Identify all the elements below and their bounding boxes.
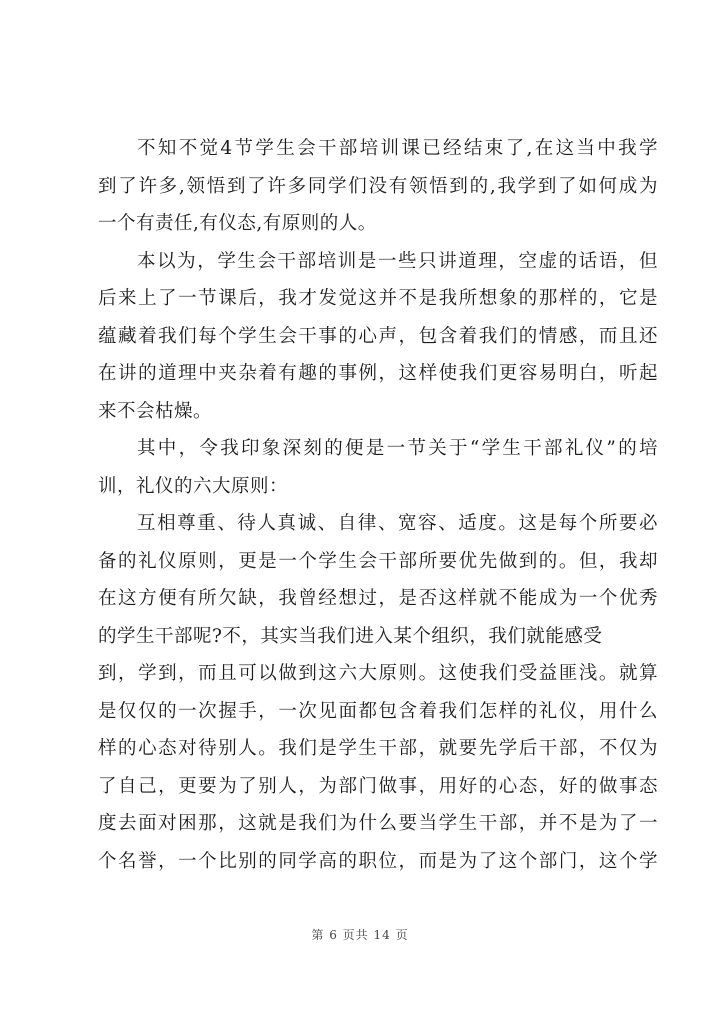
page-number-footer: 第 6 页共 14 页 [311,928,409,942]
text-line: 在讲的道理中夹杂着有趣的事例，这样使我们更容易明白，听起 [98,363,658,384]
text-line: 本以为，学生会干部培训是一些只讲道理，空虚的话语，但 [137,250,658,272]
text-line: 在这方便有所欠缺，我曾经想过，是否这样就不能成为一个优秀 [98,588,658,609]
text-line: 互相尊重、待人真诚、自律、宽容、适度。这是每个所要必 [137,513,658,534]
text-line: 是仅仅的一次握手，一次见面都包含着我们怎样的礼仪，用什么 [98,700,658,722]
text-line: 不知不觉4节学生会干部培训课已经结束了,在这当中我学 [137,138,658,159]
text-line: 个名誉，一个比别的同学高的职位，而是为了这个部门，这个学 [98,850,658,872]
text-line: 备的礼仪原则，更是一个学生会干部所要优先做到的。但，我却 [98,550,658,572]
text-line: 来不会枯燥。 [98,400,213,422]
text-line: 了自己，更要为了别人，为部门做事，用好的心态，好的做事态 [98,775,658,797]
document-body [98,130,658,880]
text-line: 的学生干部呢?不，其实当我们进入某个组织，我们就能感受 [98,625,603,647]
text-line: 训，礼仪的六大原则： [98,475,289,497]
text-line: 一个有责任,有仪态,有原则的人。 [98,213,377,234]
text-line: 到，学到，而且可以做到这六大原则。这使我们受益匪浅。就算 [98,663,658,684]
text-line: 度去面对困那，这就是我们为什么要当学生干部，并不是为了一 [98,813,658,834]
text-line: 蕴藏着我们每个学生会干事的心声，包含着我们的情感，而且还 [98,325,658,347]
text-line: 后来上了一节课后，我才发觉这并不是我所想象的那样的，它是 [98,288,658,309]
text-line: 样的心态对待别人。我们是学生干部，就要先学后干部，不仅为 [98,738,658,759]
text-line: 其中，令我印象深刻的便是一节关于“学生干部礼仪”的培 [137,438,658,459]
text-line: 到了许多,领悟到了许多同学们没有领悟到的,我学到了如何成为 [98,175,658,197]
